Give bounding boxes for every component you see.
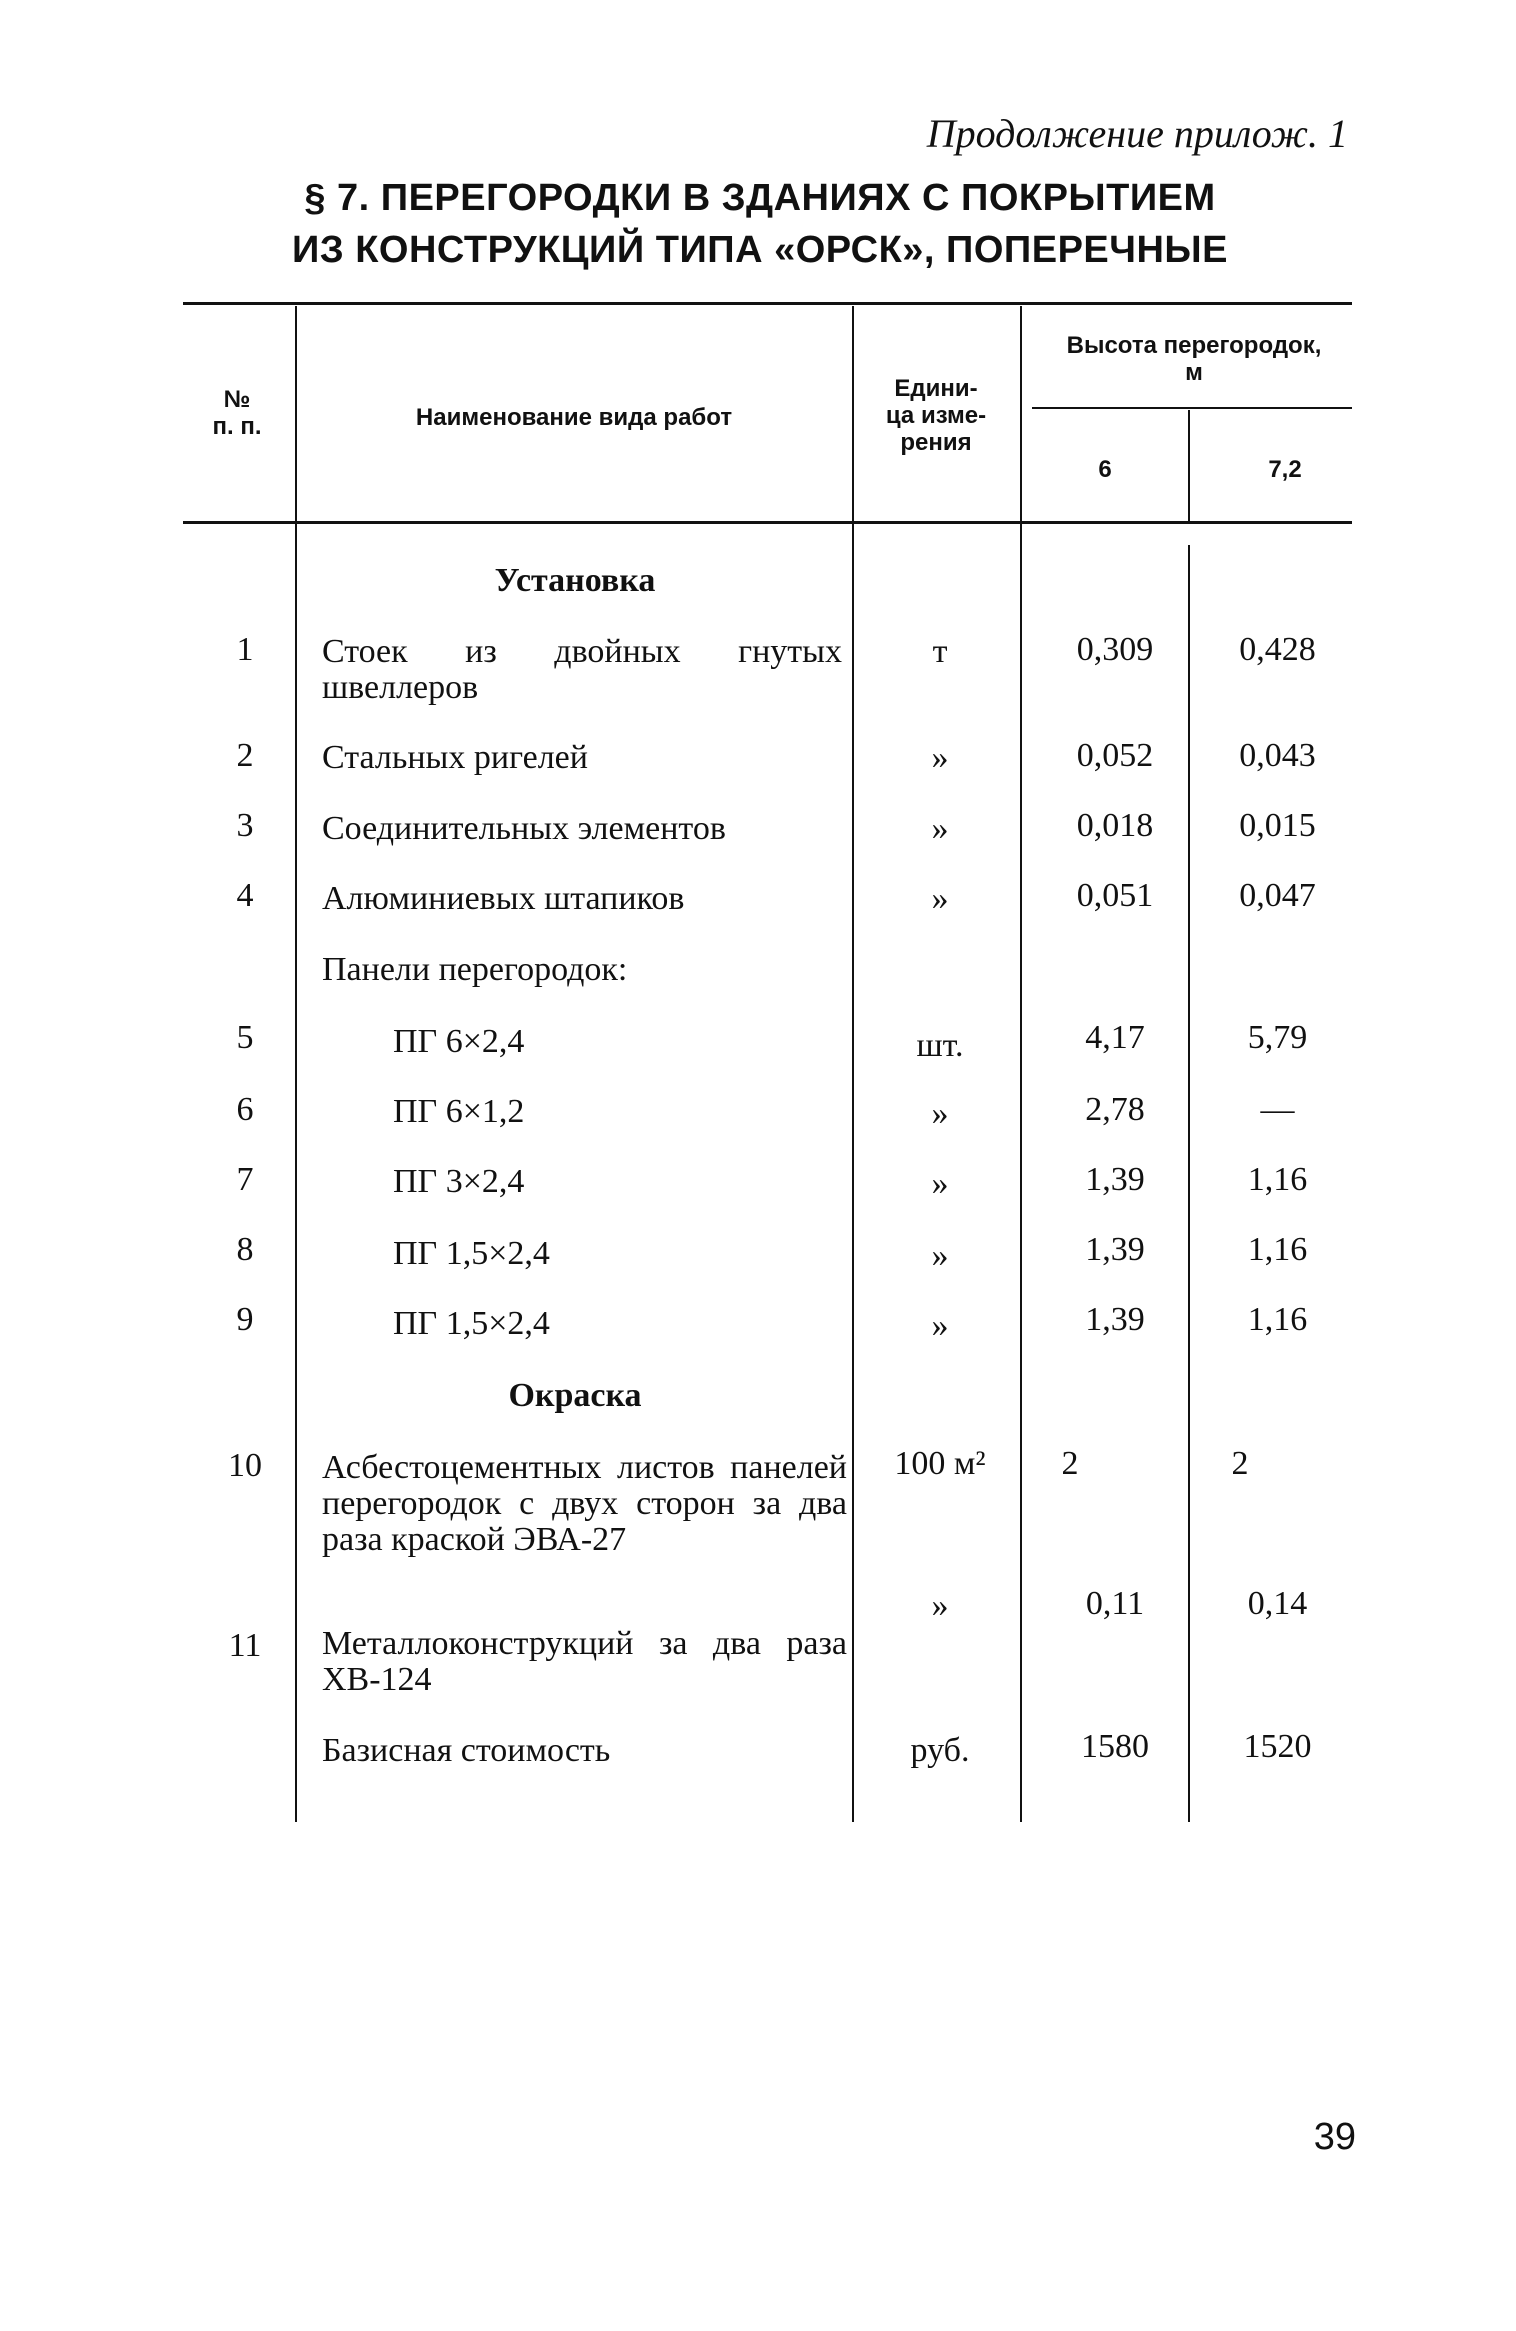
continuation-note: Продолжение прилож. 1 bbox=[926, 111, 1348, 156]
row-value-7-2: 1,16 bbox=[1247, 1231, 1308, 1268]
row-name: Алюминиевых штапиков bbox=[322, 880, 685, 917]
row-unit: 100 м² bbox=[894, 1445, 986, 1482]
section-title bbox=[280, 172, 1240, 276]
row-value-6: 0,052 bbox=[1076, 737, 1154, 774]
row-name: ПГ 6×2,4 bbox=[393, 1023, 525, 1060]
row-number: 3 bbox=[236, 807, 254, 844]
row-name: ПГ 1,5×2,4 bbox=[393, 1235, 550, 1272]
row-value-7-2: 0,043 bbox=[1239, 737, 1316, 774]
table-top-rule bbox=[183, 302, 1352, 305]
header-name: Наименование вида работ bbox=[415, 404, 733, 431]
row-value-7-2: — bbox=[1260, 1091, 1295, 1128]
row-name: Базисная стоимость bbox=[322, 1732, 611, 1769]
header-height-6: 6 bbox=[1098, 456, 1112, 483]
row-value-6: 0,051 bbox=[1076, 877, 1154, 914]
section-installation: Установка bbox=[494, 562, 656, 599]
row-name: Панели перегородок: bbox=[322, 951, 628, 988]
divider-no-name bbox=[295, 306, 297, 1822]
row-number: 6 bbox=[236, 1091, 254, 1128]
row-value-7-2: 1,16 bbox=[1247, 1161, 1308, 1198]
row-value-6: 1,39 bbox=[1085, 1301, 1145, 1338]
row-unit: » bbox=[931, 1587, 949, 1624]
row-name: Асбестоцементных листов панелей перегородок с двух сторон за два раза краской ЭВА-27 bbox=[322, 1449, 847, 1558]
row-unit: » bbox=[931, 739, 949, 776]
row-number: 4 bbox=[236, 877, 254, 914]
row-name: ПГ 3×2,4 bbox=[393, 1163, 525, 1200]
row-number: 8 bbox=[236, 1231, 254, 1268]
row-number: 7 bbox=[236, 1161, 254, 1198]
row-unit: руб. bbox=[910, 1732, 970, 1769]
row-value-6: 0,018 bbox=[1076, 807, 1154, 844]
row-unit: т bbox=[932, 633, 948, 670]
divider-name-unit bbox=[852, 306, 854, 1822]
row-value-7-2: 0,428 bbox=[1239, 631, 1316, 668]
header-unit: Едини- ца изме- рения bbox=[885, 375, 987, 456]
row-name: Металлоконструкций за два раза ХВ-124 bbox=[322, 1625, 847, 1698]
title-line-2: ИЗ КОНСТРУКЦИЙ ТИПА «ОРСК», ПОПЕРЕЧНЫЕ bbox=[292, 229, 1228, 271]
row-value-6: 1,39 bbox=[1085, 1231, 1145, 1268]
divider-h6-h72 bbox=[1188, 410, 1190, 521]
row-value-6: 2,78 bbox=[1085, 1091, 1145, 1128]
row-name: Соединительных элементов bbox=[322, 810, 726, 847]
header-height-7-2: 7,2 bbox=[1268, 456, 1302, 483]
row-unit: » bbox=[931, 810, 949, 847]
row-number: 5 bbox=[236, 1019, 254, 1056]
row-value-7-2: 1520 bbox=[1243, 1728, 1312, 1765]
header-height-group: Высота перегородок, м bbox=[1066, 332, 1322, 386]
row-value-6: 0,309 bbox=[1076, 631, 1154, 668]
row-value-7-2: 5,79 bbox=[1247, 1019, 1308, 1056]
row-value-7-2: 0,015 bbox=[1239, 807, 1316, 844]
row-value-6: 1580 bbox=[1081, 1728, 1149, 1765]
row-value-6: 0,11 bbox=[1085, 1585, 1145, 1622]
row-name: Стальных ригелей bbox=[322, 739, 588, 776]
row-unit: шт. bbox=[916, 1027, 964, 1064]
row-value-6: 2 bbox=[1061, 1445, 1079, 1482]
row-name: ПГ 6×1,2 bbox=[393, 1093, 525, 1130]
row-value-6: 1,39 bbox=[1085, 1161, 1145, 1198]
header-no bbox=[183, 386, 291, 440]
row-value-7-2: 0,14 bbox=[1247, 1585, 1308, 1622]
row-unit: » bbox=[931, 1165, 949, 1202]
row-value-6: 4,17 bbox=[1085, 1019, 1145, 1056]
row-number: 2 bbox=[236, 737, 254, 774]
row-value-7-2: 2 bbox=[1231, 1445, 1249, 1482]
row-number: 11 bbox=[228, 1627, 262, 1664]
row-number: 9 bbox=[236, 1301, 254, 1338]
height-group-rule bbox=[1032, 407, 1352, 409]
row-unit: » bbox=[931, 1307, 949, 1344]
header-bottom-rule bbox=[183, 521, 1352, 524]
row-number: 1 bbox=[236, 631, 254, 668]
divider-unit-h6 bbox=[1020, 306, 1022, 1822]
row-value-7-2: 0,047 bbox=[1239, 877, 1316, 914]
page-number: 39 bbox=[1313, 2116, 1356, 2158]
row-unit: » bbox=[931, 1237, 949, 1274]
header-no-label: п. п. bbox=[212, 413, 262, 440]
row-unit: » bbox=[931, 1095, 949, 1132]
title-line-1: § 7. ПЕРЕГОРОДКИ В ЗДАНИЯХ С ПОКРЫТИЕМ bbox=[304, 177, 1216, 219]
row-number: 10 bbox=[228, 1447, 262, 1484]
header-no-sign: № bbox=[223, 386, 251, 413]
section-painting: Окраска bbox=[508, 1377, 642, 1414]
row-value-7-2: 1,16 bbox=[1247, 1301, 1308, 1338]
row-unit: » bbox=[931, 880, 949, 917]
row-name: Стоек из двойных гнутых швеллеров bbox=[322, 633, 842, 706]
row-name: ПГ 1,5×2,4 bbox=[393, 1305, 550, 1342]
